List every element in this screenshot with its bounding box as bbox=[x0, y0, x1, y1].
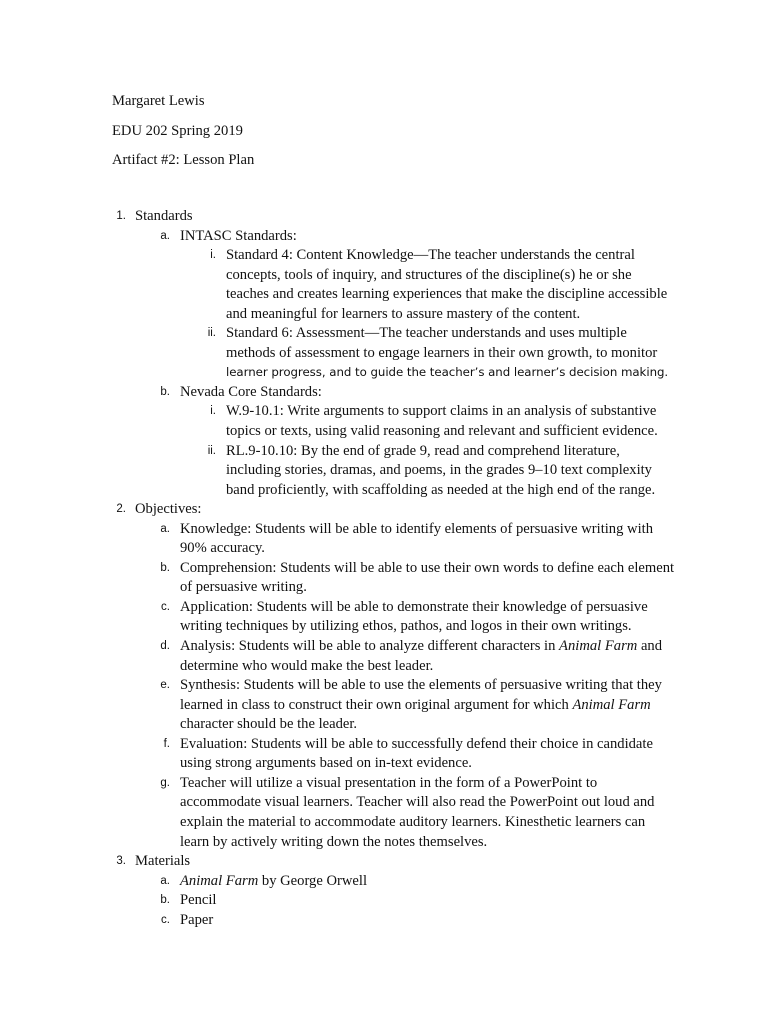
item-text: W.9-10.1: Write arguments to support claims in an analysis of substantive topics or texts, using valid reasoning and relevant and sufficient evidence. bbox=[226, 403, 658, 440]
book-title: Animal Farm bbox=[559, 638, 638, 655]
section-title: Standards bbox=[135, 208, 193, 224]
item-text: Knowledge: Students will be able to identify elements of persuasive writing with 90% accuracy. bbox=[180, 520, 653, 557]
item-marker: g. bbox=[160, 776, 170, 789]
item-marker: i. bbox=[210, 249, 216, 262]
section-materials bbox=[0, 852, 768, 872]
item-marker: ii. bbox=[207, 327, 216, 340]
section-standards bbox=[0, 207, 768, 227]
item-marker: d. bbox=[160, 640, 170, 653]
section-marker: 2. bbox=[116, 503, 126, 516]
list-item bbox=[0, 911, 675, 931]
list-item bbox=[0, 324, 676, 383]
item-marker: c. bbox=[161, 913, 170, 926]
item-text: INTASC Standards: bbox=[180, 227, 297, 244]
list-item bbox=[0, 227, 675, 247]
list-item bbox=[0, 598, 675, 637]
section-marker: 3. bbox=[116, 855, 126, 868]
lesson-plan-body bbox=[0, 207, 768, 930]
item-marker: e. bbox=[160, 679, 170, 692]
list-item bbox=[0, 774, 675, 852]
item-marker: f. bbox=[163, 737, 170, 750]
section-marker: 1. bbox=[116, 210, 126, 222]
list-item bbox=[0, 872, 675, 892]
item-marker: c. bbox=[161, 600, 170, 613]
item-text: RL.9-10.10: By the end of grade 9, read and comprehend literature, including stories, dramas, and poems, in the grades 9–10 text complexity band proficiently, with scaffolding as needed at the high end of the range. bbox=[226, 442, 656, 498]
item-marker: b. bbox=[160, 894, 170, 907]
artifact-title: Artifact #2: Lesson Plan bbox=[112, 152, 255, 168]
item-text: Analysis: Students will be able to analyze different characters in bbox=[180, 638, 560, 655]
item-marker: a. bbox=[160, 522, 170, 535]
section-objectives bbox=[0, 500, 768, 520]
list-item bbox=[0, 246, 676, 324]
list-item bbox=[0, 402, 676, 441]
item-text: Standard 6: Assessment—The teacher understands and uses multiple methods of assessment to engage learners in their own growth, to monitor bbox=[226, 325, 658, 361]
item-text: Application: Students will be able to demonstrate their knowledge of persuasive writing techniques by utilizing ethos, pathos, and logos in their own writings. bbox=[180, 598, 648, 635]
book-title: Animal Farm bbox=[180, 872, 259, 889]
item-text: by George Orwell bbox=[258, 872, 367, 889]
list-item bbox=[0, 676, 675, 735]
list-item bbox=[0, 442, 676, 501]
item-marker: b. bbox=[160, 561, 170, 574]
book-title: Animal Farm bbox=[572, 696, 651, 713]
list-item bbox=[0, 735, 675, 774]
course-line: EDU 202 Spring 2019 bbox=[112, 123, 243, 139]
list-item bbox=[0, 520, 675, 559]
item-text: Synthesis: Students will be able to use the elements of persuasive writing that they learned in class to construct their own original argument for which bbox=[180, 677, 662, 713]
item-text: Standard 4: Content Knowledge—The teacher understands the central concepts, tools of inquiry, and structures of the discipline(s) he or she teaches and creates learning experiences that make the discipline accessible and meaningful for learners to assure mastery of the content. bbox=[226, 247, 668, 322]
item-text: Comprehension: Students will be able to use their own words to define each element of persuasive writing. bbox=[180, 559, 675, 596]
item-text-tail: learner progress, and to guide the teacher’s and learner’s decision making. bbox=[226, 365, 669, 380]
item-text: Teacher will utilize a visual presentation in the form of a PowerPoint to accommodate visual learners. Teacher will also read the PowerPoint out loud and explain the material to accommodate auditory learners. Kinesthetic learners can learn by actively writing down the notes themselves. bbox=[180, 774, 655, 850]
item-marker: a. bbox=[160, 229, 170, 242]
item-text: Nevada Core Standards: bbox=[180, 383, 322, 400]
item-text: Pencil bbox=[180, 892, 217, 909]
section-title: Objectives: bbox=[135, 501, 202, 518]
item-marker: i. bbox=[210, 405, 216, 418]
list-item bbox=[0, 891, 675, 911]
item-text: Evaluation: Students will be able to successfully defend their choice in candidate using strong arguments based on in-text evidence. bbox=[180, 735, 653, 772]
section-title: Materials bbox=[135, 853, 191, 870]
author-name: Margaret Lewis bbox=[112, 93, 205, 109]
item-marker: b. bbox=[160, 385, 170, 398]
item-text: and determine who would make the best leader. bbox=[180, 638, 663, 674]
list-item bbox=[0, 637, 675, 676]
item-marker: a. bbox=[160, 874, 170, 887]
item-text: Paper bbox=[180, 911, 214, 928]
item-text: character should be the leader. bbox=[180, 716, 358, 733]
list-item bbox=[0, 559, 675, 598]
item-marker: ii. bbox=[207, 444, 216, 457]
list-item bbox=[0, 383, 675, 403]
